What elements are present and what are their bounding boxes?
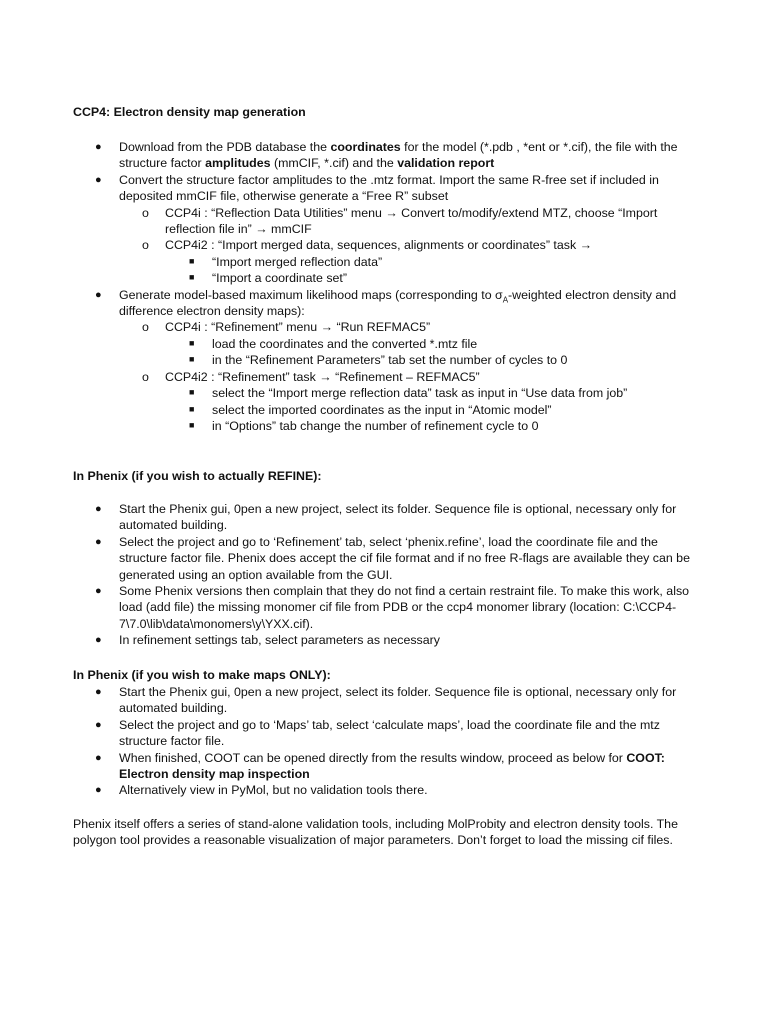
list-item: ● Start the Phenix gui, 0pen a new project, select its folder. Sequence file is optional, necessary only for automated building. bbox=[95, 502, 677, 533]
list-item: ● Generate model-based maximum likelihood maps (corresponding to $\sigma_A$-weighted electron density and difference electron density maps): bbox=[95, 287, 677, 319]
list-item: ● Convert the structure factor amplitudes to the .mtz format. Import the same R-free set if included in deposited mmCIF file, otherwise generate a “Free R” subset bbox=[95, 172, 659, 204]
bullet-icon: ● bbox=[95, 585, 102, 598]
sub-sub-list-item: ■ select the “Import merge reflection data” task as input in “Use data from job” bbox=[189, 386, 628, 401]
bullet-icon: ● bbox=[95, 503, 102, 515]
circle-bullet-icon: o bbox=[142, 320, 149, 335]
list-item: ● Start the Phenix gui, 0pen a new project, select its folder. Sequence file is optional, necessary only for automated building. bbox=[95, 685, 677, 716]
bullet-icon: ● bbox=[95, 686, 102, 698]
sub-sub-list-item: ■ in the “Refinement Parameters” tab set the number of cycles to 0 bbox=[189, 353, 568, 368]
list-item: ● Some Phenix versions then complain that they do not find a certain restraint file. To make this work, also load (add file) the missing monomer cif file from PDB or the ccp4 monomer library (location: C:\CCP4-7\7.0\lib\data\monomers\y\YXX.cif). bbox=[95, 584, 690, 631]
list-item: ● When finished, COOT can be opened directly from the results window, proceed as below for COOT: Electron density map inspection bbox=[95, 750, 665, 782]
section-heading-phenix-refine: In Phenix (if you wish to actually REFINE): bbox=[73, 469, 322, 483]
circle-bullet-icon: o bbox=[142, 238, 149, 253]
closing-paragraph: Phenix itself offers a series of stand-alone validation tools, including MolProbity and electron density tools. The polygon tool provides a reasonable visualization of major parameters. Don’t forget to load the missing cif files. bbox=[73, 817, 678, 848]
bullet-icon: ● bbox=[95, 718, 102, 731]
ccp4-list bbox=[0, 139, 768, 434]
sub-sub-list-item: ■ “Import merged reflection data” bbox=[189, 254, 383, 269]
sub-sub-list-item: ■ “Import a coordinate set” bbox=[189, 271, 347, 286]
bullet-icon: ● bbox=[95, 288, 102, 301]
circle-bullet-icon: o bbox=[142, 205, 149, 220]
phenix-maps-list bbox=[0, 684, 768, 799]
sub-sub-list-item: ■ load the coordinates and the converted *.mtz file bbox=[189, 336, 478, 351]
bullet-icon: ● bbox=[95, 173, 102, 186]
bullet-icon: ● bbox=[95, 141, 102, 153]
bullet-icon: ● bbox=[95, 535, 102, 548]
sub-list-item: o CCP4i2 : “Refinement” task → “Refinement – REFMAC5” bbox=[142, 369, 480, 384]
list-item: ● Alternatively view in PyMol, but no validation tools there. bbox=[95, 783, 428, 798]
bullet-icon: ● bbox=[95, 784, 102, 797]
square-bullet-icon: ■ bbox=[189, 337, 195, 348]
bullet-icon: ● bbox=[95, 634, 102, 647]
square-bullet-icon: ■ bbox=[189, 255, 195, 266]
square-bullet-icon: ■ bbox=[189, 403, 195, 414]
circle-bullet-icon: o bbox=[142, 369, 149, 384]
phenix-refine-list bbox=[0, 501, 768, 649]
square-bullet-icon: ■ bbox=[189, 354, 195, 365]
bullet-icon: ● bbox=[95, 751, 102, 764]
square-bullet-icon: ■ bbox=[189, 387, 195, 398]
list-item: ● In refinement settings tab, select parameters as necessary bbox=[95, 633, 440, 648]
section-heading-phenix-maps: In Phenix (if you wish to make maps ONLY): bbox=[73, 668, 331, 682]
square-bullet-icon: ■ bbox=[189, 272, 195, 283]
sub-sub-list-item: ■ select the imported coordinates as the input in “Atomic model” bbox=[189, 402, 552, 417]
sub-list-item: o CCP4i : “Refinement” menu → “Run REFMAC5” bbox=[142, 320, 431, 335]
square-bullet-icon: ■ bbox=[189, 419, 195, 430]
section-heading-ccp4: CCP4: Electron density map generation bbox=[73, 105, 306, 119]
list-item: ● Download from the PDB database the coordinates for the model (*.pdb , *ent or *.cif), the file with the structure factor amplitudes (mmCIF, *.cif) and the validation report bbox=[95, 140, 678, 171]
sub-sub-list-item: ■ in “Options” tab change the number of refinement cycle to 0 bbox=[189, 418, 539, 433]
sub-list-item: o CCP4i2 : “Import merged data, sequences, alignments or coordinates” task → bbox=[142, 238, 592, 253]
list-item: ● Select the project and go to ‘Maps’ tab, select ‘calculate maps’, load the coordinate file and the mtz structure factor file. bbox=[95, 717, 660, 749]
list-item: ● Select the project and go to ‘Refinement’ tab, select ‘phenix.refine’, load the coordinate file and the structure factor file. Phenix does accept the cif file format and if no free R-flags are available they can be generated using an option available from the GUI. bbox=[95, 534, 690, 582]
sub-list-item: o CCP4i : “Reflection Data Utilities” menu → Convert to/modify/extend MTZ, choose “Import reflection file in” → mmCIF bbox=[142, 205, 658, 237]
